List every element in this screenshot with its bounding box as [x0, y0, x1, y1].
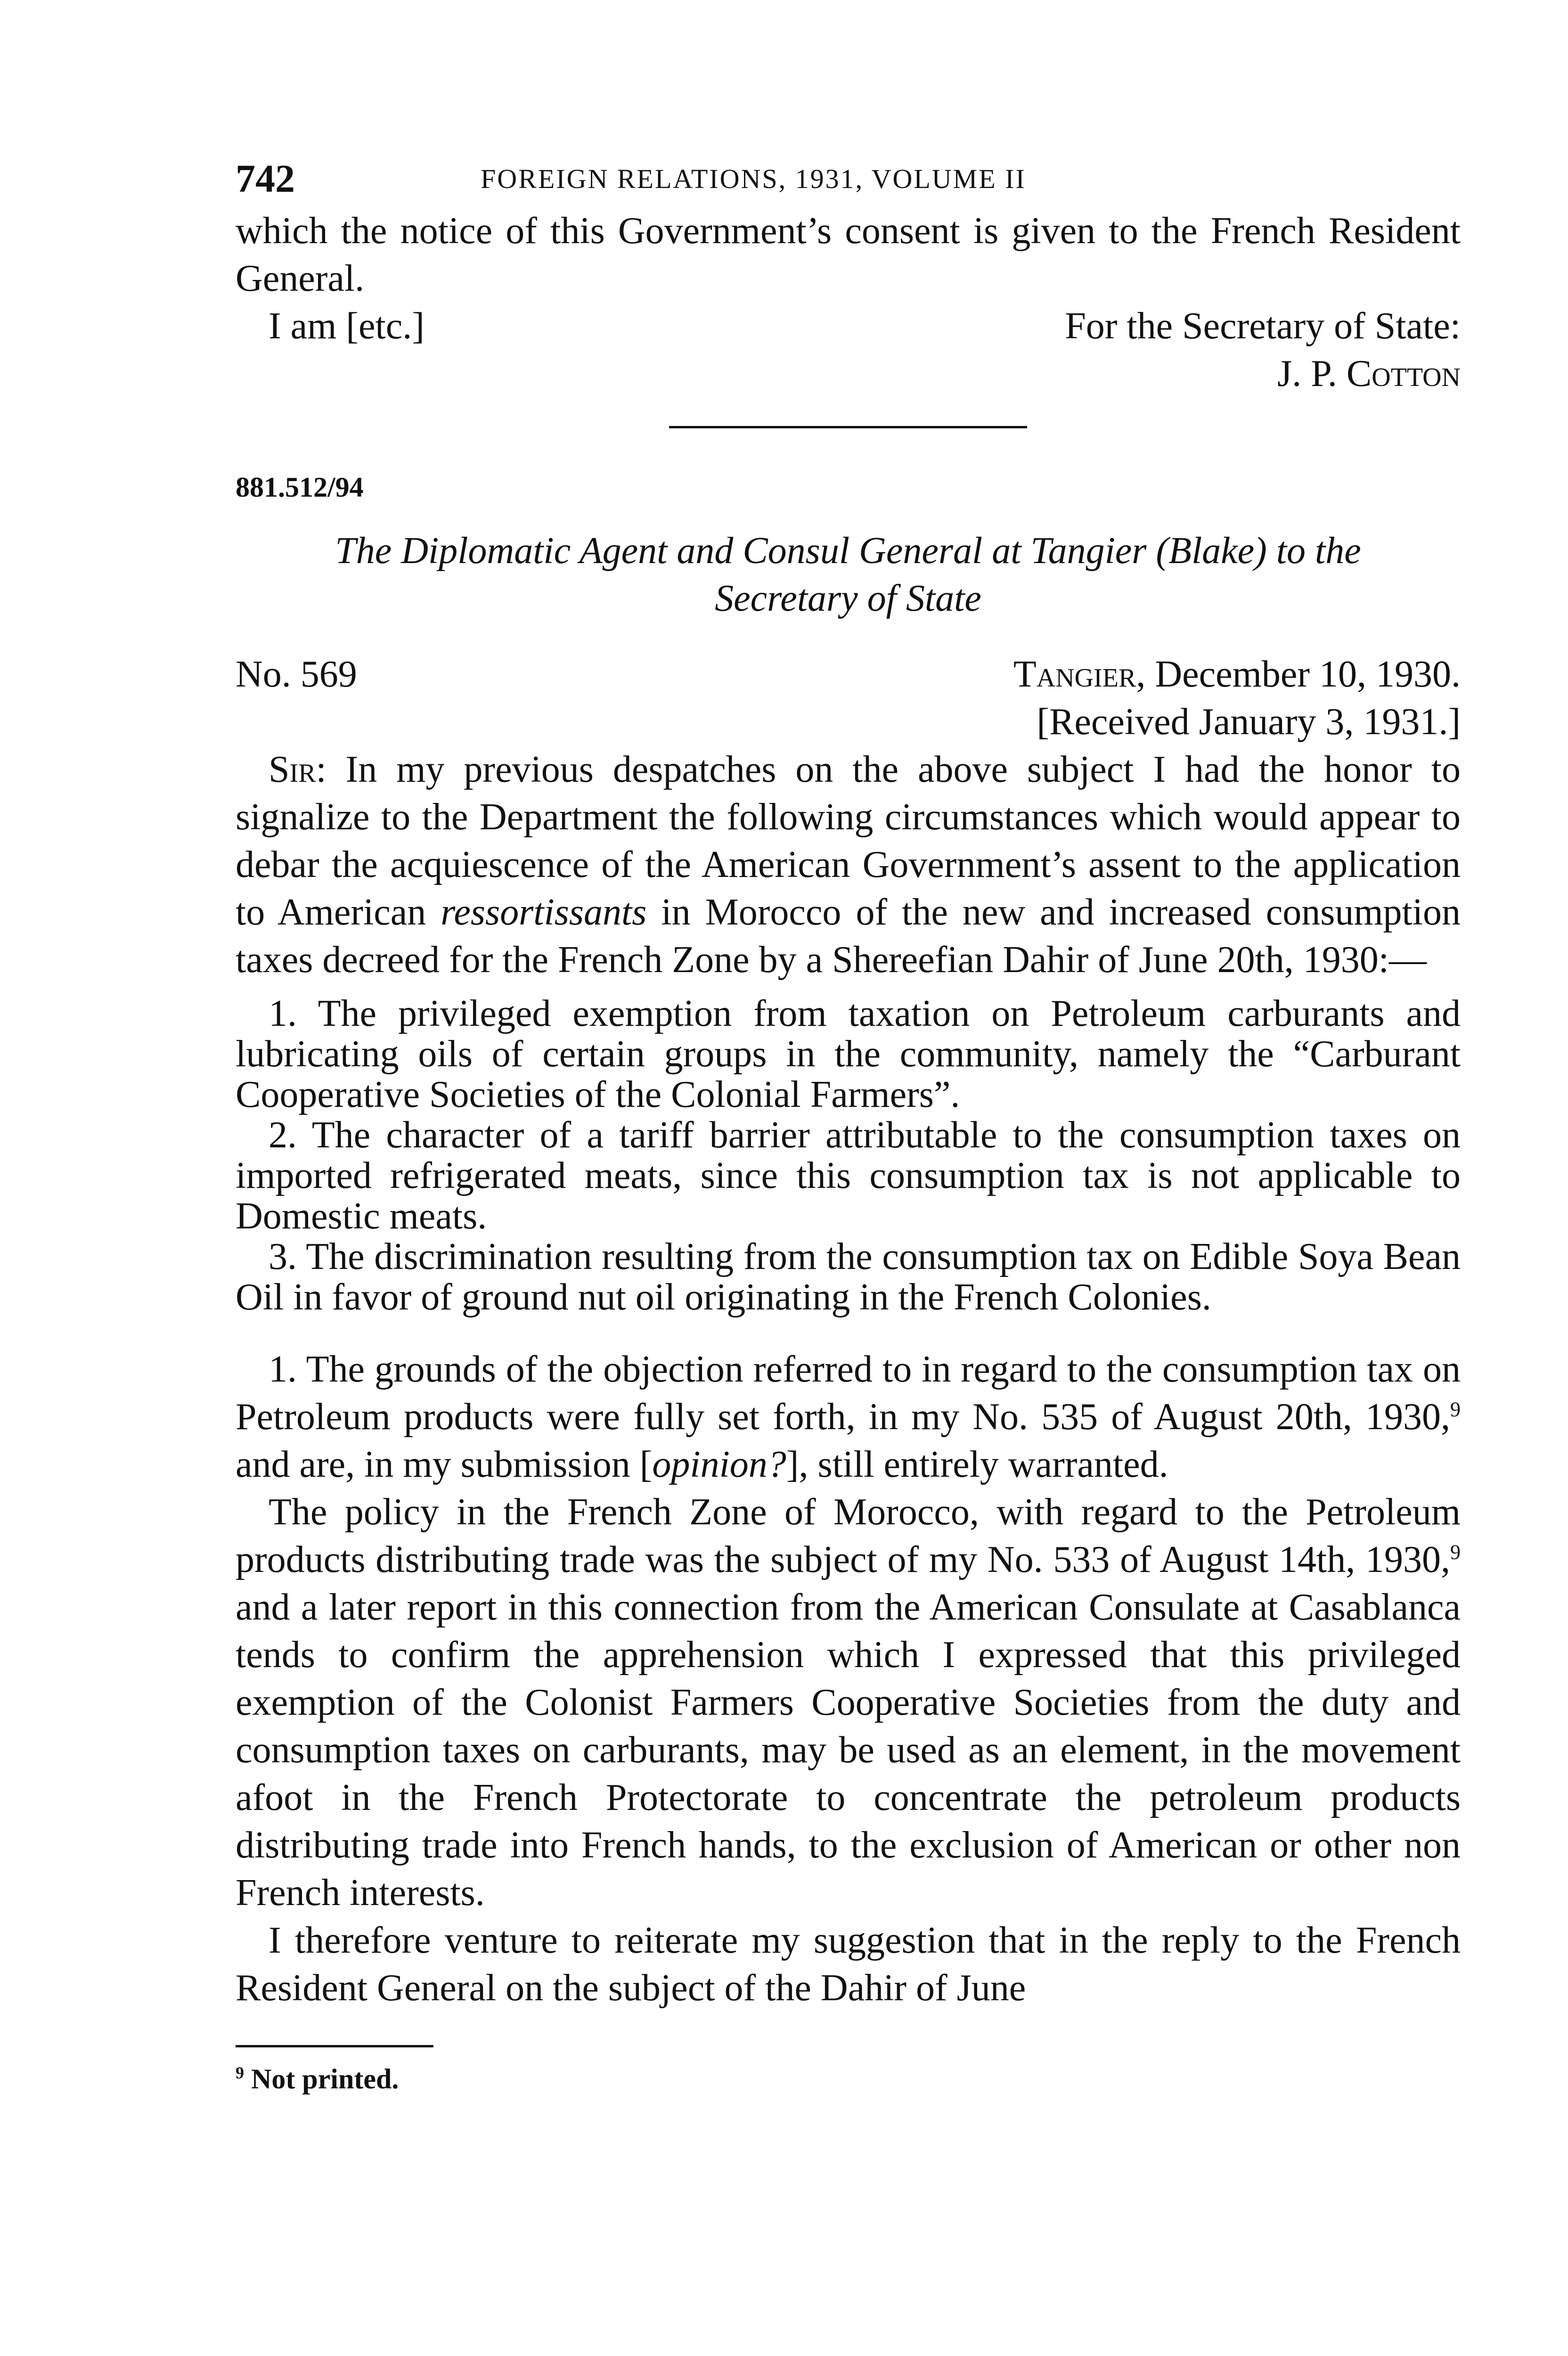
footnote-marker: 9	[236, 2063, 244, 2082]
section-divider	[669, 426, 1027, 428]
intro-paragraph	[236, 746, 1461, 984]
intro-italic: ressortissants	[441, 892, 647, 933]
dateline-place: Tangier	[1013, 654, 1136, 695]
signature-name: J. P. Cotton	[1277, 353, 1461, 394]
preceding-paragraph: which the notice of this Government’s consent is given to the French Resident General.	[236, 210, 1461, 299]
dateline	[1013, 651, 1461, 698]
footnote	[236, 2054, 1461, 2098]
footnote-text: Not printed.	[251, 2063, 399, 2094]
closing-row	[236, 303, 1461, 350]
paragraph-1-text-b: and are, in my submission [	[236, 1444, 653, 1485]
page-header	[236, 155, 1461, 207]
paragraph-2-text-b: and a later report in this connection from the American Consulate at Casablanca tends to confirm the apprehension which I expressed that this privileged exemption of the Colonist Farmers Cooperative Societies from the duty and consumption taxes on carburants, may be used as an element, in the movement afoot in the French Protectorate to concentrate the petroleum products distributing trade into French hands, to the exclusion of American or other non French interests.	[236, 1587, 1461, 1914]
dateline-date: , December 10, 1930.	[1136, 654, 1461, 695]
intro-tail: in Morocco of the new and increased consumption taxes decreed for the French Zone by a Shereefian Dahir of June 20th, 1930:—	[236, 892, 1461, 981]
despatch-number: No. 569	[236, 654, 357, 695]
paragraph-2	[236, 1489, 1461, 1917]
dateline-row	[236, 651, 1461, 698]
for-secretary-line: For the Secretary of State:	[1065, 305, 1461, 347]
file-number: 881.512/94	[236, 472, 364, 503]
received-date: [Received January 3, 1931.]	[1037, 701, 1461, 743]
document-title-line-1: The Diplomatic Agent and Consul General at Tangier (Blake) to the	[335, 530, 1361, 572]
paragraph-3: I therefore venture to reiterate my suggestion that in the reply to the French Resident General on the subject of the Dahir of June	[236, 1920, 1461, 2009]
document-title-line-2: Secretary of State	[715, 578, 981, 619]
footnote-divider	[236, 2045, 433, 2047]
paragraph-1	[236, 1346, 1461, 1489]
circumstances-list	[236, 993, 1461, 1317]
list-item: 2. The character of a tariff barrier attributable to the consumption taxes on imported refrigerated meats, since this consumption tax is not applicable to Domestic meats.	[236, 1114, 1461, 1237]
page-number: 742	[236, 157, 295, 201]
running-head: FOREIGN RELATIONS, 1931, VOLUME II	[481, 164, 1026, 194]
list-item: 3. The discrimination resulting from the consumption tax on Edible Soya Bean Oil in favor of ground nut oil originating in the French Colonies.	[236, 1236, 1461, 1318]
paragraph-2-text-a: The policy in the French Zone of Morocco, with regard to the Petroleum products distributing trade was the subject of my No. 533 of August 14th, 1930,	[236, 1491, 1461, 1580]
paragraph-1-text-a: 1. The grounds of the objection referred to in regard to the consumption tax on Petroleum products were fully set forth, in my No. 535 of August 20th, 1930,	[236, 1349, 1461, 1438]
footnote-ref: 9	[1450, 1540, 1461, 1564]
paragraph-1-italic: opinion?	[652, 1444, 786, 1485]
intro-text: : In my previous despatches on the above subject I had the honor to signalize to the Department the following circumstances which would appear to debar the acquiescence of the American Government’s assent to the application to American	[236, 749, 1461, 933]
paragraph-1-text-c: ], still entirely warranted.	[786, 1444, 1168, 1485]
document-title	[236, 527, 1461, 622]
salutation: Sir	[269, 749, 316, 790]
closing-text: I am [etc.]	[269, 305, 425, 347]
signature	[236, 350, 1461, 398]
list-item: 1. The privileged exemption from taxation on Petroleum carburants and lubricating oils of certain groups in the community, namely the “Carburant Cooperative Societies of the Colonial Farmers”.	[236, 993, 1461, 1115]
document-page	[236, 155, 1461, 2098]
footnote-ref: 9	[1450, 1398, 1461, 1421]
